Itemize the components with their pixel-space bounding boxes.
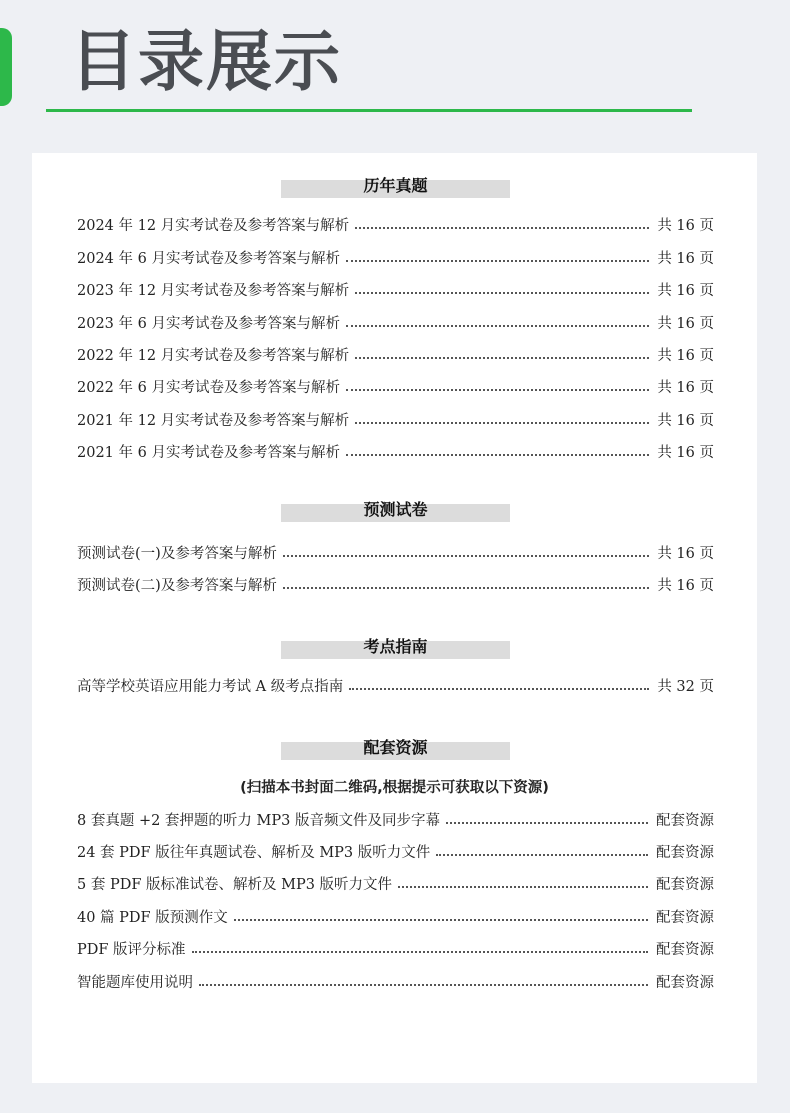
toc-row-label: 智能题库使用说明 <box>77 975 193 991</box>
dot-leader <box>283 587 650 589</box>
toc-row[interactable] <box>77 906 714 930</box>
toc-row-label: 高等学校英语应用能力考试 A 级考点指南 <box>77 679 344 695</box>
toc-row-pages: 共 16 页 <box>657 578 714 594</box>
toc-row[interactable] <box>77 574 714 598</box>
toc-row[interactable] <box>77 409 714 433</box>
dot-leader <box>346 454 649 456</box>
toc-row-pages: 共 16 页 <box>657 445 714 461</box>
toc-row-pages: 配套资源 <box>656 975 714 991</box>
toc-row-pages: 共 16 页 <box>657 348 714 364</box>
toc-row-label: 预测试卷(二)及参考答案与解析 <box>77 578 277 594</box>
resources-note: (扫描本书封面二维码,根据提示可获取以下资源) <box>240 780 549 796</box>
dot-leader <box>346 260 649 262</box>
toc-row-label: 2021 年 6 月实考试卷及参考答案与解析 <box>77 445 340 461</box>
section-header-past-exams <box>281 176 510 198</box>
toc-row-label: 预测试卷(一)及参考答案与解析 <box>77 546 277 562</box>
toc-row-pages: 配套资源 <box>656 877 714 893</box>
toc-row-pages: 配套资源 <box>656 813 714 829</box>
toc-row[interactable] <box>77 809 714 833</box>
toc-row-label: 2024 年 6 月实考试卷及参考答案与解析 <box>77 251 340 267</box>
dot-leader <box>192 951 648 953</box>
toc-row-label: 2021 年 12 月实考试卷及参考答案与解析 <box>77 413 350 429</box>
toc-row-label: 40 篇 PDF 版预测作文 <box>77 910 228 926</box>
toc-row[interactable] <box>77 441 714 465</box>
toc-row-label: 2022 年 6 月实考试卷及参考答案与解析 <box>77 380 340 396</box>
section-title: 考点指南 <box>363 637 428 656</box>
toc-row[interactable] <box>77 279 714 303</box>
toc-row[interactable] <box>77 971 714 995</box>
dot-leader <box>283 555 650 557</box>
toc-row[interactable] <box>77 873 714 897</box>
toc-row[interactable] <box>77 542 714 566</box>
green-accent-tab <box>0 28 12 106</box>
toc-row-label: 8 套真题 +2 套押题的听力 MP3 版音频文件及同步字幕 <box>77 813 440 829</box>
dot-leader <box>355 292 649 294</box>
dot-leader <box>199 984 648 986</box>
toc-row[interactable] <box>77 675 714 699</box>
dot-leader <box>355 422 649 424</box>
toc-card <box>32 153 757 1083</box>
section-header-resources <box>281 738 510 760</box>
section-header-mock-exams <box>281 500 510 522</box>
toc-row[interactable] <box>77 312 714 336</box>
dot-leader <box>355 357 649 359</box>
toc-row[interactable] <box>77 247 714 271</box>
toc-row-pages: 共 16 页 <box>657 546 714 562</box>
toc-row-pages: 配套资源 <box>656 910 714 926</box>
dot-leader <box>398 886 648 888</box>
toc-row-label: 2023 年 6 月实考试卷及参考答案与解析 <box>77 316 340 332</box>
toc-row-label: PDF 版评分标准 <box>77 942 186 958</box>
toc-row[interactable] <box>77 344 714 368</box>
toc-row-pages: 共 16 页 <box>657 283 714 299</box>
dot-leader <box>346 389 649 391</box>
dot-leader <box>234 919 648 921</box>
toc-row-label: 2023 年 12 月实考试卷及参考答案与解析 <box>77 283 350 299</box>
toc-row-pages: 配套资源 <box>656 942 714 958</box>
toc-row[interactable] <box>77 214 714 238</box>
toc-row-pages: 共 32 页 <box>657 679 714 695</box>
section-header-exam-guide <box>281 637 510 659</box>
toc-row-pages: 共 16 页 <box>657 380 714 396</box>
title-underline <box>46 109 692 112</box>
dot-leader <box>436 854 648 856</box>
toc-row-label: 2024 年 12 月实考试卷及参考答案与解析 <box>77 218 350 234</box>
toc-row-pages: 共 16 页 <box>657 413 714 429</box>
section-title: 预测试卷 <box>363 500 428 519</box>
toc-row-label: 24 套 PDF 版往年真题试卷、解析及 MP3 版听力文件 <box>77 845 431 861</box>
toc-row-pages: 共 16 页 <box>657 218 714 234</box>
toc-row[interactable] <box>77 841 714 865</box>
toc-row[interactable] <box>77 376 714 400</box>
dot-leader <box>355 227 649 229</box>
toc-row-pages: 配套资源 <box>656 845 714 861</box>
section-title: 历年真题 <box>363 176 428 195</box>
dot-leader <box>349 688 649 690</box>
dot-leader <box>446 822 648 824</box>
page-title: 目录展示 <box>70 23 342 100</box>
dot-leader <box>346 325 649 327</box>
toc-row-pages: 共 16 页 <box>657 316 714 332</box>
toc-row-label: 2022 年 12 月实考试卷及参考答案与解析 <box>77 348 350 364</box>
toc-row-label: 5 套 PDF 版标准试卷、解析及 MP3 版听力文件 <box>77 877 393 893</box>
toc-row-pages: 共 16 页 <box>657 251 714 267</box>
section-title: 配套资源 <box>363 738 428 757</box>
toc-row[interactable] <box>77 938 714 962</box>
